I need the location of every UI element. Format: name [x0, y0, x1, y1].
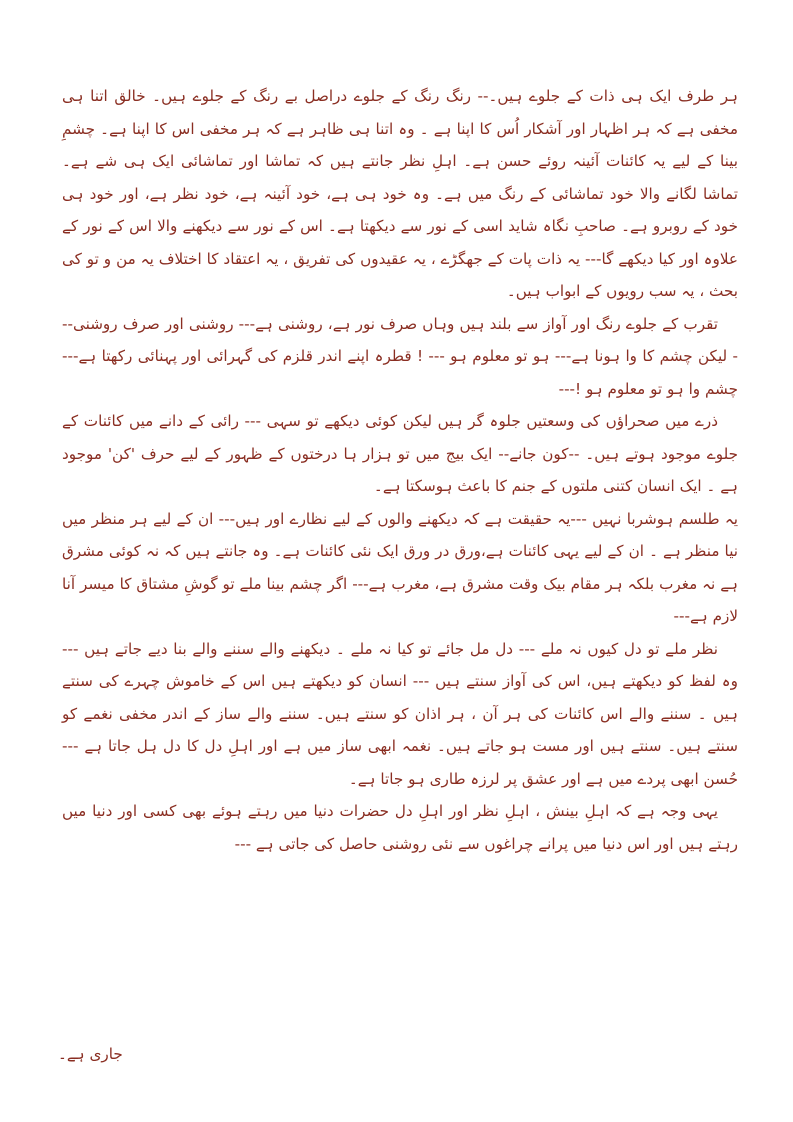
- body-text: [62, 80, 738, 860]
- paragraph-6: یہی وجہ ہے کہ اہلِ بینش ، اہلِ نظر اور اہلِ دل حضرات دنیا میں رہتے ہوئے بھی کسی اور دنیا میں رہتے ہیں اور اس دنیا میں پرانے چراغوں سے نئی روشنی حاصل کی جاتی ہے ---: [62, 802, 738, 853]
- continued-note: جاری ہے۔: [58, 1045, 123, 1063]
- paragraph-3: ذرے میں صحراؤں کی وسعتیں جلوہ گر ہیں لیکن کوئی دیکھے تو سہی --- رائی کے دانے میں کائنات کے جلوے موجود ہوتے ہیں۔ --کون جانے-- ایک بیج میں تو ہزار ہا درختوں کے ظہور کے لیے حرف 'کن' موجود ہے ۔ ایک انسان کتنی ملتوں کے جنم کا باعث ہوسکتا ہے۔: [62, 412, 738, 495]
- paragraph-4: یہ طلسم ہوشربا نہیں ---یہ حقیقت ہے کہ دیکھنے والوں کے لیے نظارے اور ہیں--- ان کے لیے ہر منظر میں نیا منظر ہے ۔ ان کے لیے یہی کائنات ہے،ورق در ورق ایک نئی کائنات ہے۔ وہ جانتے ہیں کہ نہ کوئی مشرق ہے نہ مغرب بلکہ ہر مقام بیک وقت مشرق ہے، مغرب ہے--- اگر چشم بینا ملے تو گوشِ مشتاق کا میسر آنا لازم ہے---: [62, 509, 738, 625]
- paragraph-5: نظر ملے تو دل کیوں نہ ملے --- دل مل جائے تو کیا نہ ملے ۔ دیکھنے والے سننے والے بنا دیے جاتے ہیں --- وہ لفظ کو دیکھتے ہیں، اس کی آواز سنتے ہیں --- انسان کو دیکھتے ہیں اس کے خاموش چہرے کی سنتے ہیں ۔ سننے والے اس کائنات کی ہر آن ، ہر اذان کو سنتے ہیں۔ سننے والے ساز کے اندر مخفی نغمے کو سنتے ہیں۔ سنتے ہیں اور مست ہو جاتے ہیں۔ نغمہ ابھی ساز میں ہے اور اہلِ دل کا دل ہل جاتا ہے --- حُسن ابھی پردے میں ہے اور عشق پر لرزہ طاری ہو جاتا ہے۔: [62, 639, 738, 788]
- paragraph-2: تقرب کے جلوے رنگ اور آواز سے بلند ہیں وہاں صرف نور ہے، روشنی ہے--- روشنی اور صرف روشنی--- لیکن چشم کا وا ہونا ہے--- ہو تو معلوم ہو --- ! قطرہ اپنے اندر قلزم کی گہرائی اور پہنائی رکھتا ہے--- چشم وا ہو تو معلوم ہو !---: [62, 314, 738, 398]
- paragraph-1: ہر طرف ایک ہی ذات کے جلوے ہیں۔-- رنگ رنگ کے جلوے دراصل بے رنگ کے جلوے ہیں۔ خالق اتنا ہی مخفی ہے کہ ہر اظہار اور آشکار اُس کا اپنا ہے ۔ وہ اتنا ہی ظاہر ہے کہ ہر مخفی اس کا اپنا ہے۔ چشمِ بینا کے لیے یہ کائنات آئینہ روئے حسن ہے۔ اہلِ نظر جانتے ہیں کہ تماشا اور تماشائی ایک ہی شے ہے۔ تماشا لگانے والا خود تماشائی کے رنگ میں ہے۔ وہ خود ہی ہے، خود آئینہ ہے، خود نظر ہے، اور خود ہی خود کے روبرو ہے۔ صاحبِ نگاہ شاید اسی کے نور سے دیکھتا ہے۔ اس کے نور سے دیکھنے والا اس کے نور کے علاوہ اور کیا دیکھے گا--- یہ ذات پات کے جھگڑے ، یہ عقیدوں کی تفریق ، یہ اعتقاد کا اختلاف یہ من و تو کی بحث ، یہ سب رویوں کے ابواب ہیں۔: [62, 87, 738, 300]
